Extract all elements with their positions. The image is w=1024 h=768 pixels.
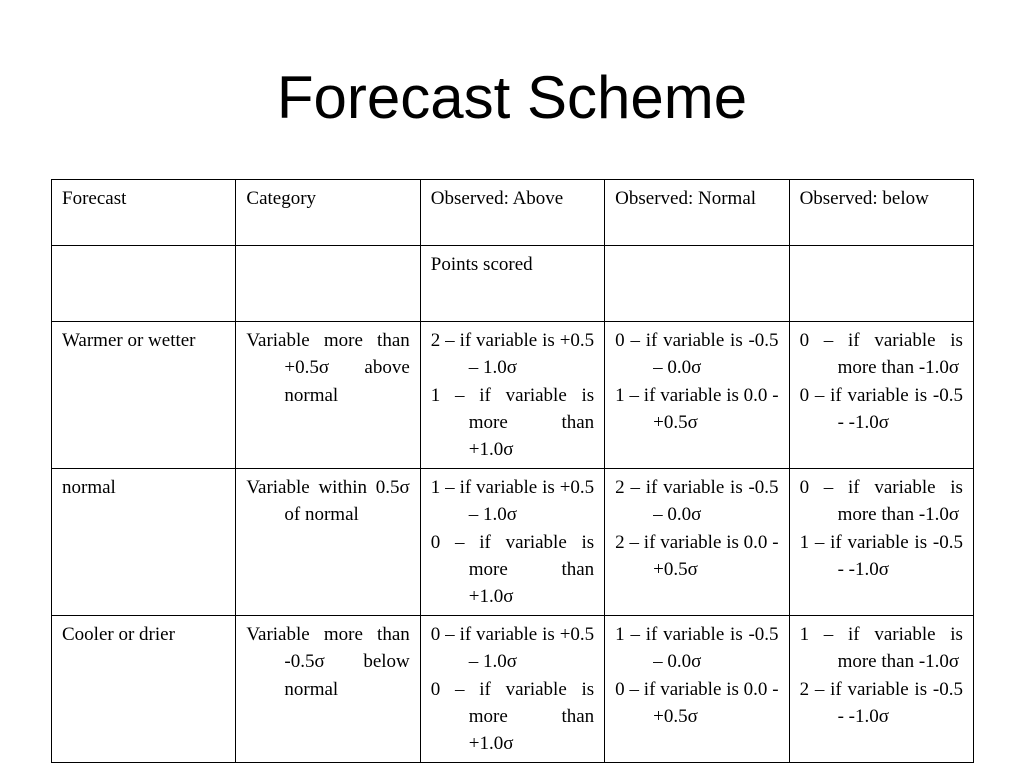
table-header-row bbox=[52, 180, 974, 246]
score-rule: 0 – if variable is -0.5 – 0.0σ bbox=[615, 330, 779, 379]
header-cell-observed-below: Observed: below bbox=[789, 180, 973, 246]
score-rule: 0 – if variable is 0.0 - +0.5σ bbox=[615, 678, 779, 727]
observed-below-cell bbox=[789, 322, 973, 469]
subheader-cell bbox=[789, 246, 973, 322]
score-rule: 1 – if variable is more than +1.0σ bbox=[430, 384, 595, 461]
category-text: Variable within 0.5σ of normal bbox=[246, 477, 410, 526]
table-row bbox=[52, 616, 974, 763]
score-rule: 0 – if variable is more than +1.0σ bbox=[430, 678, 595, 755]
observed-below-cell bbox=[789, 616, 973, 763]
observed-above-cell bbox=[420, 616, 604, 763]
header-cell-forecast: Forecast bbox=[52, 180, 236, 246]
score-rule: 2 – if variable is -0.5 - -1.0σ bbox=[799, 678, 963, 727]
score-rule: 0 – if variable is more than +1.0σ bbox=[430, 531, 595, 608]
score-rule: 1 – if variable is more than -1.0σ bbox=[799, 624, 963, 673]
header-cell-observed-normal bbox=[605, 180, 789, 246]
table-subheader-row bbox=[52, 246, 974, 322]
score-rule: 0 – if variable is more than -1.0σ bbox=[799, 477, 963, 526]
slide-title: Forecast Scheme bbox=[276, 64, 748, 131]
category-cell bbox=[236, 616, 420, 763]
forecast-scheme-table bbox=[51, 179, 974, 763]
observed-above-cell bbox=[420, 469, 604, 616]
forecast-cell: Warmer or wetter bbox=[52, 322, 236, 469]
observed-normal-cell bbox=[605, 469, 789, 616]
table-row bbox=[52, 322, 974, 469]
observed-normal-cell bbox=[605, 616, 789, 763]
header-cell-observed-above: Observed: Above bbox=[420, 180, 604, 246]
subheader-cell bbox=[52, 246, 236, 322]
score-rule: 0 – if variable is more than -1.0σ bbox=[799, 330, 963, 379]
observed-below-cell bbox=[789, 469, 973, 616]
header-observed-normal-text: Observed: Normal bbox=[615, 188, 757, 209]
category-cell bbox=[236, 322, 420, 469]
score-rule: 0 – if variable is -0.5 - -1.0σ bbox=[799, 384, 963, 433]
points-scored-label: Points scored bbox=[420, 246, 604, 322]
score-rule: 0 – if variable is +0.5 – 1.0σ bbox=[430, 624, 595, 673]
score-rule: 2 – if variable is -0.5 – 0.0σ bbox=[615, 477, 779, 526]
category-cell bbox=[236, 469, 420, 616]
header-cell-category: Category bbox=[236, 180, 420, 246]
table-row bbox=[52, 469, 974, 616]
subheader-cell bbox=[605, 246, 789, 322]
subheader-cell bbox=[236, 246, 420, 322]
score-rule: 2 – if variable is +0.5 – 1.0σ bbox=[430, 330, 595, 379]
observed-above-cell bbox=[420, 322, 604, 469]
score-rule: 1 – if variable is -0.5 – 0.0σ bbox=[615, 624, 779, 673]
score-rule: 2 – if variable is 0.0 - +0.5σ bbox=[615, 531, 779, 580]
category-text: Variable more than -0.5σ below normal bbox=[246, 624, 410, 700]
observed-normal-cell bbox=[605, 322, 789, 469]
forecast-cell: Cooler or drier bbox=[52, 616, 236, 763]
score-rule: 1 – if variable is -0.5 - -1.0σ bbox=[799, 531, 963, 580]
category-text: Variable more than +0.5σ above normal bbox=[246, 330, 410, 406]
forecast-cell: normal bbox=[52, 469, 236, 616]
score-rule: 1 – if variable is +0.5 – 1.0σ bbox=[430, 477, 595, 526]
score-rule: 1 – if variable is 0.0 - +0.5σ bbox=[615, 384, 779, 433]
